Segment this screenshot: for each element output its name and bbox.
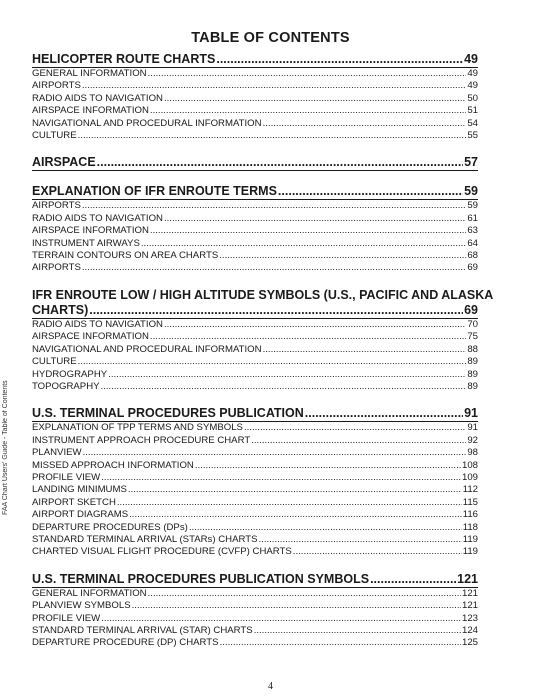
toc-entry-label: AIRPORT SKETCH: [32, 496, 116, 508]
toc-entry[interactable]: [32, 472, 478, 484]
toc-entry-label: PROFILE VIEW: [32, 471, 101, 483]
toc-entry[interactable]: [32, 118, 478, 130]
toc-entry-label: AIRPORT DIAGRAMS: [32, 509, 129, 521]
toc-entry[interactable]: [32, 250, 478, 262]
toc-entry-page-number: 75: [467, 331, 478, 343]
toc-entry-page-number: 49: [467, 68, 478, 79]
toc-entry[interactable]: [32, 637, 478, 649]
dot-leader: [263, 345, 467, 355]
toc-entry-page-number: 92: [467, 434, 478, 446]
toc-entry-label: PLANVIEW SYMBOLS: [32, 600, 131, 612]
section-heading[interactable]: [32, 184, 478, 200]
toc-entry[interactable]: [32, 356, 478, 368]
toc-entry-label: AIRSPACE INFORMATION: [32, 331, 149, 343]
toc-section: [32, 572, 478, 650]
dot-leader: [251, 436, 466, 446]
section-heading-page-number: 49: [464, 52, 478, 66]
toc-entry[interactable]: [32, 130, 478, 142]
toc-entry-label: PLANVIEW: [32, 447, 82, 459]
toc-entry-page-number: 54: [467, 117, 478, 129]
toc-entry-page-number: 59: [467, 200, 478, 212]
toc-entry-page-number: 119: [462, 533, 478, 545]
toc-entry[interactable]: [32, 344, 478, 356]
toc-entry-label: PROFILE VIEW: [32, 612, 101, 624]
dot-leader: [82, 201, 466, 211]
dot-leader: [132, 601, 461, 611]
toc-entry-page-number: 88: [467, 343, 478, 355]
dot-leader: [128, 485, 462, 495]
page-title: TABLE OF CONTENTS: [191, 30, 350, 46]
toc-entry[interactable]: [32, 435, 478, 447]
toc-entry[interactable]: [32, 319, 478, 331]
toc-entry-page-number: 118: [462, 521, 478, 533]
dot-leader: [189, 523, 462, 533]
toc-entry-page-number: 116: [462, 509, 478, 521]
dot-leader: [101, 382, 467, 392]
dot-leader: [78, 131, 467, 141]
toc-entry-label: LANDING MINIMUMS: [32, 484, 127, 496]
toc-entry[interactable]: [32, 68, 478, 80]
dot-leader: [164, 214, 466, 224]
toc-entry[interactable]: [32, 600, 478, 612]
toc-entry-label: CULTURE: [32, 356, 77, 368]
toc-entry-label: STANDARD TERMINAL ARRIVAL (STAR) CHARTS: [32, 625, 253, 636]
toc-entry-label: MISSED APPROACH INFORMATION: [32, 459, 194, 471]
dot-leader: [83, 448, 467, 458]
toc-entry-page-number: 89: [467, 368, 478, 380]
toc-entry-page-number: 51: [467, 105, 478, 117]
toc-entry-label: GENERAL INFORMATION: [32, 587, 147, 599]
dot-leader: [219, 251, 466, 261]
toc-entry[interactable]: [32, 262, 478, 274]
dot-leader: [258, 535, 461, 545]
toc-entry[interactable]: [32, 447, 478, 459]
section-heading-label: EXPLANATION OF IFR ENROUTE TERMS: [32, 184, 277, 199]
toc-entry-label: AIRPORTS: [32, 80, 81, 92]
toc-entry-page-number: 91: [467, 422, 478, 434]
toc-entry-label: INSTRUMENT APPROACH PROCEDURE CHART: [32, 434, 251, 446]
section-heading-page-number: 91: [464, 406, 478, 421]
dot-leader: [117, 498, 462, 508]
toc-entry-label: DEPARTURE PROCEDURES (DPs): [32, 521, 188, 533]
toc-entry-label: DEPARTURE PROCEDURE (DP) CHARTS: [32, 637, 219, 649]
toc-entry-page-number: 63: [467, 225, 478, 237]
toc-entry-page-number: 124: [461, 625, 478, 636]
dot-leader: [216, 53, 463, 66]
toc-entry-page-number: 50: [467, 92, 478, 104]
toc-entry-page-number: 112: [462, 484, 478, 496]
dot-leader: [78, 357, 467, 367]
toc-entry[interactable]: [32, 238, 478, 250]
dot-leader: [164, 320, 466, 330]
toc-entry-label: AIRSPACE INFORMATION: [32, 105, 149, 117]
toc-entry-page-number: 121: [461, 600, 478, 612]
toc-entry[interactable]: [32, 105, 478, 117]
toc-entry[interactable]: [32, 588, 478, 600]
section-heading[interactable]: [32, 572, 478, 588]
toc-entry-page-number: 121: [461, 587, 478, 599]
toc-entry[interactable]: [32, 80, 478, 92]
toc-entry[interactable]: [32, 522, 478, 534]
dot-leader: [101, 473, 461, 483]
toc-entry[interactable]: [32, 534, 478, 546]
toc-entry-page-number: 115: [462, 496, 478, 508]
toc-section: [32, 52, 478, 142]
toc-entry-label: TOPOGRAPHY: [32, 380, 100, 392]
toc-entry-label: GENERAL INFORMATION: [32, 68, 147, 79]
toc-entry[interactable]: [32, 546, 478, 558]
dot-leader: [244, 423, 466, 433]
dot-leader: [220, 638, 461, 648]
toc-entry[interactable]: [32, 497, 478, 509]
dot-leader: [164, 94, 466, 104]
section-heading[interactable]: [32, 287, 494, 319]
toc-section: [32, 184, 478, 274]
section-heading-page-number: 57: [464, 155, 478, 170]
section-heading[interactable]: [32, 52, 478, 68]
toc-entry-page-number: 69: [467, 262, 478, 274]
toc-entry-page-number: 61: [467, 212, 478, 224]
toc-entry[interactable]: [32, 93, 478, 105]
toc-entry-label: CULTURE: [32, 130, 77, 142]
toc-entry[interactable]: [32, 369, 478, 381]
toc-section: [32, 155, 478, 171]
section-heading-row-label: CHARTS): [32, 302, 89, 317]
toc-section: [32, 287, 494, 393]
toc-entry[interactable]: [32, 509, 478, 521]
toc-entry-page-number: 89: [467, 356, 478, 368]
toc-entry-label: INSTRUMENT AIRWAYS: [32, 237, 140, 249]
toc-entry-label: AIRPORTS: [32, 200, 81, 212]
toc-entry-label: RADIO AIDS TO NAVIGATION: [32, 92, 163, 104]
toc-section: [32, 406, 478, 558]
toc-entry[interactable]: [32, 484, 478, 496]
section-heading[interactable]: [32, 155, 478, 171]
dot-leader: [150, 332, 466, 342]
toc-entry[interactable]: [32, 460, 478, 472]
dot-leader: [148, 69, 467, 79]
dot-leader: [293, 547, 462, 557]
toc-entry-page-number: 64: [467, 237, 478, 249]
section-heading-label: U.S. TERMINAL PROCEDURES PUBLICATION SYMBOLS: [32, 571, 370, 586]
toc-entry-label: RADIO AIDS TO NAVIGATION: [32, 212, 163, 224]
toc-entry[interactable]: [32, 331, 478, 343]
toc-entry[interactable]: [32, 625, 478, 637]
toc-entry-label: AIRSPACE INFORMATION: [32, 225, 149, 237]
toc-entry-page-number: 55: [467, 130, 478, 142]
toc-entry-label: NAVIGATIONAL AND PROCEDURAL INFORMATION: [32, 117, 262, 129]
dot-leader: [370, 573, 456, 586]
toc-entry-label: EXPLANATION OF TPP TERMS AND SYMBOLS: [32, 422, 243, 434]
toc-entry[interactable]: [32, 200, 478, 212]
running-header: FAA Chart Users' Guide - Table of Contents: [2, 380, 9, 516]
dot-leader: [108, 370, 466, 380]
section-heading-label: U.S. TERMINAL PROCEDURES PUBLICATION: [32, 406, 304, 421]
section-heading-page-number: 59: [464, 184, 478, 199]
dot-leader: [305, 407, 463, 420]
dot-leader: [82, 263, 466, 273]
toc-entry-label: HYDROGRAPHY: [32, 368, 108, 380]
section-heading-row-page-number: 69: [464, 302, 478, 317]
toc-entry-label: STANDARD TERMINAL ARRIVAL (STARs) CHARTS: [32, 533, 258, 545]
section-heading-line: IFR ENROUTE LOW / HIGH ALTITUDE SYMBOLS (U.S., PACIFIC AND ALASKA: [32, 287, 494, 302]
toc-entry-page-number: 119: [462, 546, 478, 558]
dot-leader: [278, 185, 463, 198]
toc-entry-page-number: 109: [461, 471, 478, 483]
toc-entry-label: TERRAIN CONTOURS ON AREA CHARTS: [32, 250, 219, 262]
toc-entry-page-number: 68: [467, 250, 478, 262]
toc-entry[interactable]: [32, 381, 478, 393]
toc-entry-page-number: 108: [461, 459, 478, 471]
toc-entry-label: RADIO AIDS TO NAVIGATION: [32, 318, 163, 330]
toc-entry[interactable]: [32, 225, 478, 237]
toc-entry-page-number: 49: [467, 80, 478, 92]
toc-entry[interactable]: [32, 613, 478, 625]
page-number: 4: [268, 681, 273, 692]
dot-leader: [141, 239, 466, 249]
dot-leader: [150, 106, 466, 116]
dot-leader: [150, 226, 466, 236]
dot-leader: [148, 589, 461, 599]
dot-leader: [97, 156, 463, 169]
toc-entry[interactable]: [32, 422, 478, 434]
toc-entry-label: CHARTED VISUAL FLIGHT PROCEDURE (CVFP) CHARTS: [32, 546, 292, 558]
toc-entry-page-number: 98: [467, 447, 478, 459]
toc-entry-page-number: 89: [467, 380, 478, 392]
toc-entry[interactable]: [32, 213, 478, 225]
dot-leader: [89, 304, 463, 317]
toc-entry-label: NAVIGATIONAL AND PROCEDURAL INFORMATION: [32, 343, 262, 355]
table-of-contents: [32, 52, 494, 663]
toc-entry-page-number: 125: [461, 637, 478, 649]
dot-leader: [82, 81, 466, 91]
section-heading-page-number: 121: [457, 571, 478, 586]
dot-leader: [195, 461, 461, 471]
toc-entry-page-number: 70: [467, 318, 478, 330]
dot-leader: [263, 119, 467, 129]
dot-leader: [101, 614, 461, 624]
section-heading-label: AIRSPACE: [32, 155, 96, 170]
dot-leader: [129, 510, 462, 520]
toc-entry-label: AIRPORTS: [32, 262, 81, 274]
dot-leader: [254, 626, 461, 636]
section-heading-row[interactable]: [32, 303, 478, 318]
toc-entry-page-number: 123: [461, 612, 478, 624]
section-heading-label: HELICOPTER ROUTE CHARTS: [32, 52, 216, 66]
section-heading[interactable]: [32, 406, 478, 422]
